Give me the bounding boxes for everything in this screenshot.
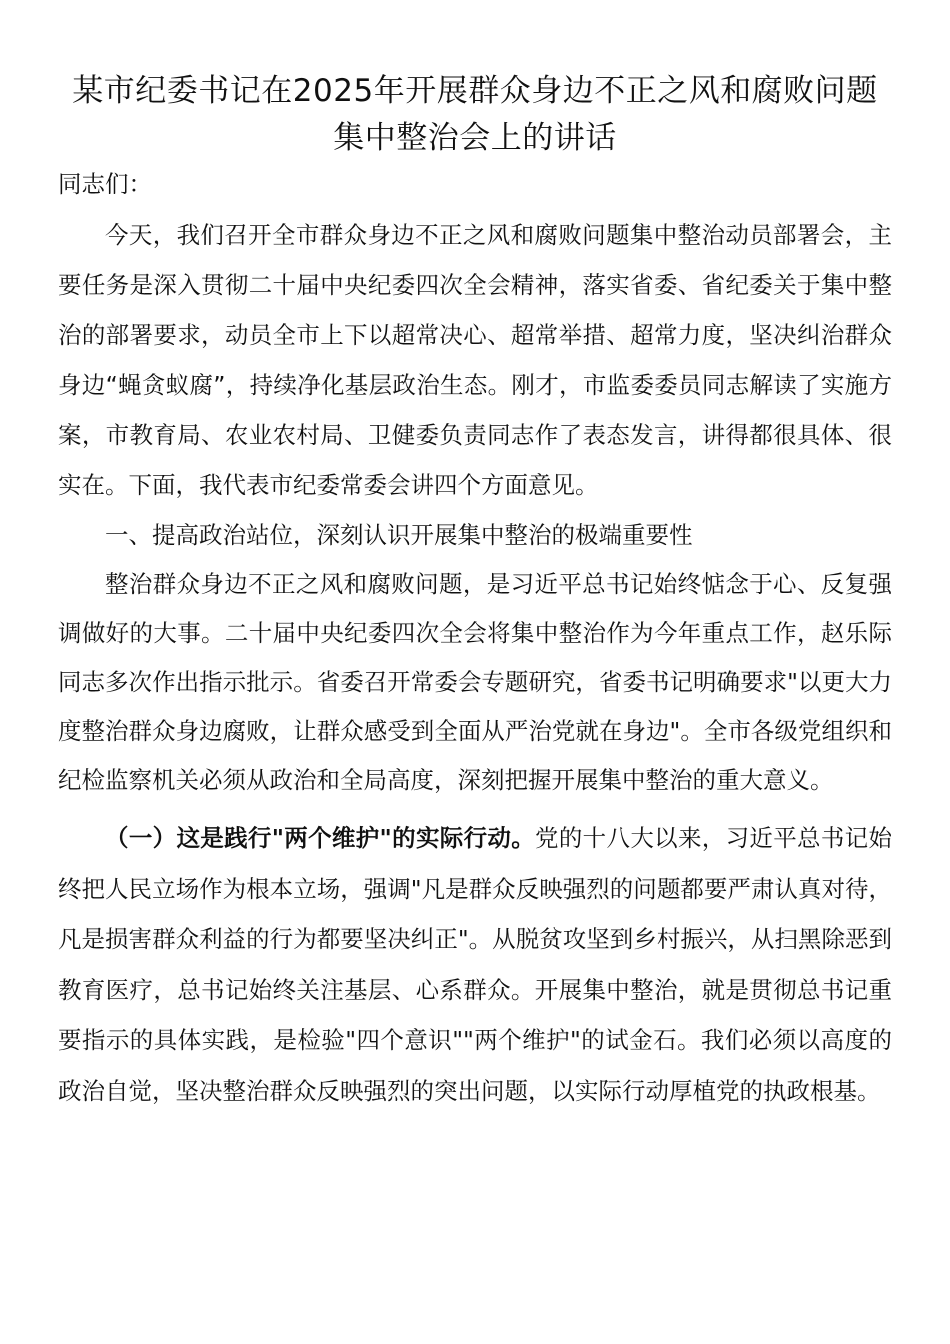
document-page	[58, 68, 892, 1116]
document-title: 某市纪委书记在2025年开展群众身边不正之风和腐败问题集中整治会上的讲话	[72, 73, 878, 156]
section-body-paragraph: 整治群众身边不正之风和腐败问题，是习近平总书记始终惦念于心、反复强调做好的大事。二十届中央纪委四次全会将集中整治作为今年重点工作，赵乐际同志多次作出指示批示。省委召开常委会专题研究，省委书记明确要求"以更大力度整治群众身边腐败，让群众感受到全面从严治党就在身边"。全市各级党组织和纪检监察机关必须从政治和全局高度，深刻把握开展集中整治的重大意义。	[58, 570, 892, 794]
section-heading: 一、提高政治站位，深刻认识开展集中整治的极端重要性	[105, 521, 693, 549]
point-paragraph	[58, 813, 892, 1116]
point-lead: （一）这是践行"两个维护"的实际行动。	[105, 824, 536, 852]
point-body: 党的十八大以来，习近平总书记始终把人民立场作为根本立场，强调"凡是群众反映强烈的问题都要严肃认真对待，凡是损害群众利益的行为都要坚决纠正"。从脱贫攻坚到乡村振兴，从扫黑除恶到教育医疗，总书记始终关注基层、心系群众。开展集中整治，就是贯彻总书记重要指示的具体实践，是检验"四个意识""两个维护"的试金石。我们必须以高度的政治自觉，坚决整治群众反映强烈的突出问题，以实际行动厚植党的执政根基。	[58, 824, 893, 1105]
greeting: 同志们：	[58, 170, 152, 198]
intro-paragraph: 今天，我们召开全市群众身边不正之风和腐败问题集中整治动员部署会，主要任务是深入贯彻二十届中央纪委四次全会精神，落实省委、省纪委关于集中整治的部署要求，动员全市上下以超常决心、超常举措、超常力度，坚决纠治群众身边“蝇贪蚁腐”，持续净化基层政治生态。刚才，市监委委员同志解读了实施方案，市教育局、农业农村局、卫健委负责同志作了表态发言，讲得都很具体、很实在。下面，我代表市纪委常委会讲四个方面意见。	[58, 221, 892, 499]
